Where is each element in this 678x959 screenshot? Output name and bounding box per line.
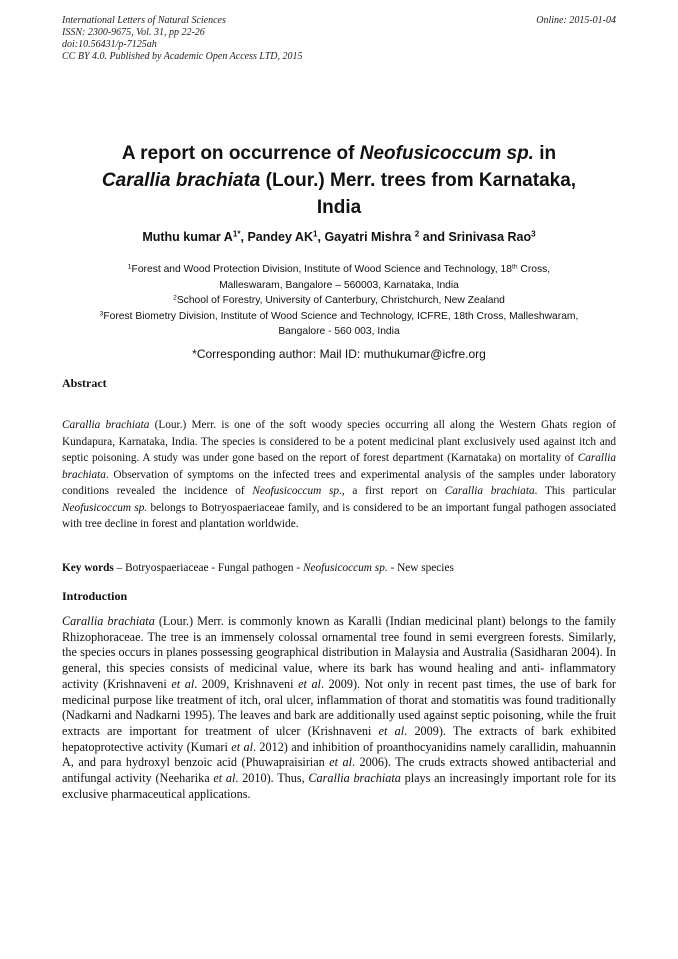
affiliation-1 — [50, 262, 628, 278]
species-name: Carallia brachiata — [444, 485, 535, 497]
abstract-sentence: belongs to Botryospaeriaceae family, and is considered to be an important fungal pathogen associated with tree decline in forest and plantation worldwide. — [62, 501, 616, 530]
ordinal-suffix: th — [511, 263, 518, 271]
license-line: CC BY 4.0. Published by Academic Open Access LTD, 2015 — [62, 51, 303, 62]
et-al: et al — [298, 676, 321, 691]
intro-sentence: . 2009). Not only in recent past times, the use of bark for medicinal purpose like treatment of itch, oral ulcer, inflammation of thorat and stomatitis was found traditionally (Nadkarni and Nadkarni 1995). The leaves and bark are additionally used against septic poisoning, while the fruit extracts are important for treatment of ulcer (Krishnaveni — [62, 676, 616, 738]
species-name: Neofusicoccum sp. — [62, 501, 148, 514]
keywords-species: Neofusicoccum sp. — [302, 562, 388, 574]
species-name: Carallia brachiata — [62, 419, 150, 431]
title-text: India — [316, 197, 362, 218]
journal-header — [62, 15, 616, 63]
title-species: Carallia brachiata — [101, 170, 261, 191]
abstract-sentence: . This particular — [534, 485, 617, 497]
author-name: , Gayatri Mishra — [317, 230, 415, 244]
doi-line: doi:10.56431/p-7125ah — [62, 39, 157, 50]
species-name: Neofusicoccum sp. — [252, 485, 342, 497]
author-affil-mark: 2 — [414, 229, 420, 239]
abstract-sentence: , a first report on — [341, 485, 445, 497]
affiliations — [50, 262, 628, 340]
et-al: et al — [213, 771, 236, 786]
intro-sentence: . 2012) and inhibition of proanthocyanidins namely carallidin, mahuannin A, and para hydroxyl benzoic acid (Phuwapraisirian — [62, 739, 616, 770]
et-al: et al — [329, 755, 353, 770]
affiliation-2 — [50, 293, 628, 309]
keywords — [62, 560, 616, 576]
author-affil-mark: 1* — [232, 229, 241, 239]
keywords-label: Key words — [62, 562, 114, 574]
abstract-sentence: . Observation of symptoms on the infected trees and experimental analysis of the samples under laboratory conditions revealed the incidence of — [62, 468, 616, 497]
author-affil-mark: 1 — [313, 229, 318, 239]
introduction-heading: Introduction — [62, 589, 128, 603]
affil-mark: 3 — [99, 309, 104, 317]
author-name: , Pandey AK — [240, 230, 313, 244]
abstract-text — [62, 417, 616, 533]
author-name: and Srinivasa Rao — [419, 230, 532, 244]
introduction-text — [62, 614, 616, 802]
title-text: in — [533, 143, 557, 164]
corresponding-author: *Corresponding author: Mail ID: muthukumar@icfre.org — [192, 347, 486, 361]
affiliation-3-cont: Bangalore - 560 003, India — [278, 326, 400, 337]
affil-text: School of Forestry, University of Canterbury, Christchurch, New Zealand — [176, 295, 505, 306]
author-affil-mark: 3 — [531, 229, 536, 239]
intro-sentence: . 2010). Thus, — [235, 771, 309, 786]
paper-title — [62, 140, 616, 221]
affil-mark: 1 — [127, 263, 132, 271]
affiliation-3 — [50, 309, 628, 325]
et-al: et al — [378, 723, 405, 738]
intro-sentence: (Lour.) Merr. is commonly known as Karalli (Indian medicinal plant) belongs to the family Rhizophoraceae. The tree is an immensely colossal ornamental tree found in semi evergreen forests. Similarly, the species occurs in planes possessing geographical distribution in Malaysia and Australia (Sasidharan 2004). In general, this species consists of medicinal value, where its bark has wound healing and anti- inflammatory activity (Krishnaveni — [62, 614, 616, 691]
title-text: A report on occurrence of — [121, 143, 360, 164]
species-name: Carallia brachiata — [308, 771, 401, 786]
intro-sentence: plays an increasingly important role for its exclusive pharmaceutical applications. — [62, 771, 616, 801]
et-al: et al — [231, 739, 253, 754]
title-text: (Lour.) Merr. trees from Karnataka, — [260, 170, 577, 191]
affil-text: Cross, — [517, 264, 551, 275]
et-al: et al — [171, 676, 195, 691]
intro-sentence: . 2009). The extracts of bark exhibited hepatoprotective activity (Kumari — [62, 723, 617, 754]
journal-name: International Letters of Natural Sciences — [62, 15, 226, 26]
affiliation-1-cont: Malleswaram, Bangalore – 560003, Karnataka, India — [219, 279, 459, 291]
online-date: Online: 2015-01-04 — [536, 15, 616, 26]
affil-mark: 2 — [173, 294, 177, 302]
affil-text: Forest Biometry Division, Institute of Wood Science and Technology, ICFRE, 18th Cross, Malleshwaram, — [103, 310, 579, 322]
abstract-heading: Abstract — [62, 376, 107, 390]
affil-text: Forest and Wood Protection Division, Institute of Wood Science and Technology, 18 — [131, 264, 512, 275]
issn-line: ISSN: 2300-9675, Vol. 31, pp 22-26 — [62, 27, 205, 38]
abstract-sentence: (Lour.) Merr. is one of the soft woody species occurring all along the Western Ghats region of Kundapura, Karnataka, India. The species is considered to be a potent medicinal plant exclusively used against itch and septic poisoning. A study was under gone based on the report of forest department (Karnataka) on mortality of — [62, 419, 616, 464]
keywords-text: – Botryospaeriaceae - Fungal pathogen - — [113, 562, 303, 574]
intro-sentence: . 2006). The cruds extracts showed antibacterial and antifungal activity (Neeharika — [62, 755, 616, 786]
species-name: Carallia brachiata — [62, 614, 155, 628]
author-list — [62, 230, 616, 244]
title-species: Neofusicoccum sp. — [359, 143, 534, 164]
keywords-text: - New species — [387, 562, 454, 574]
author-name: Muthu kumar A — [142, 230, 233, 244]
intro-sentence: . 2009, Krishnaveni — [194, 676, 299, 691]
species-name: Carallia brachiata — [62, 452, 616, 481]
